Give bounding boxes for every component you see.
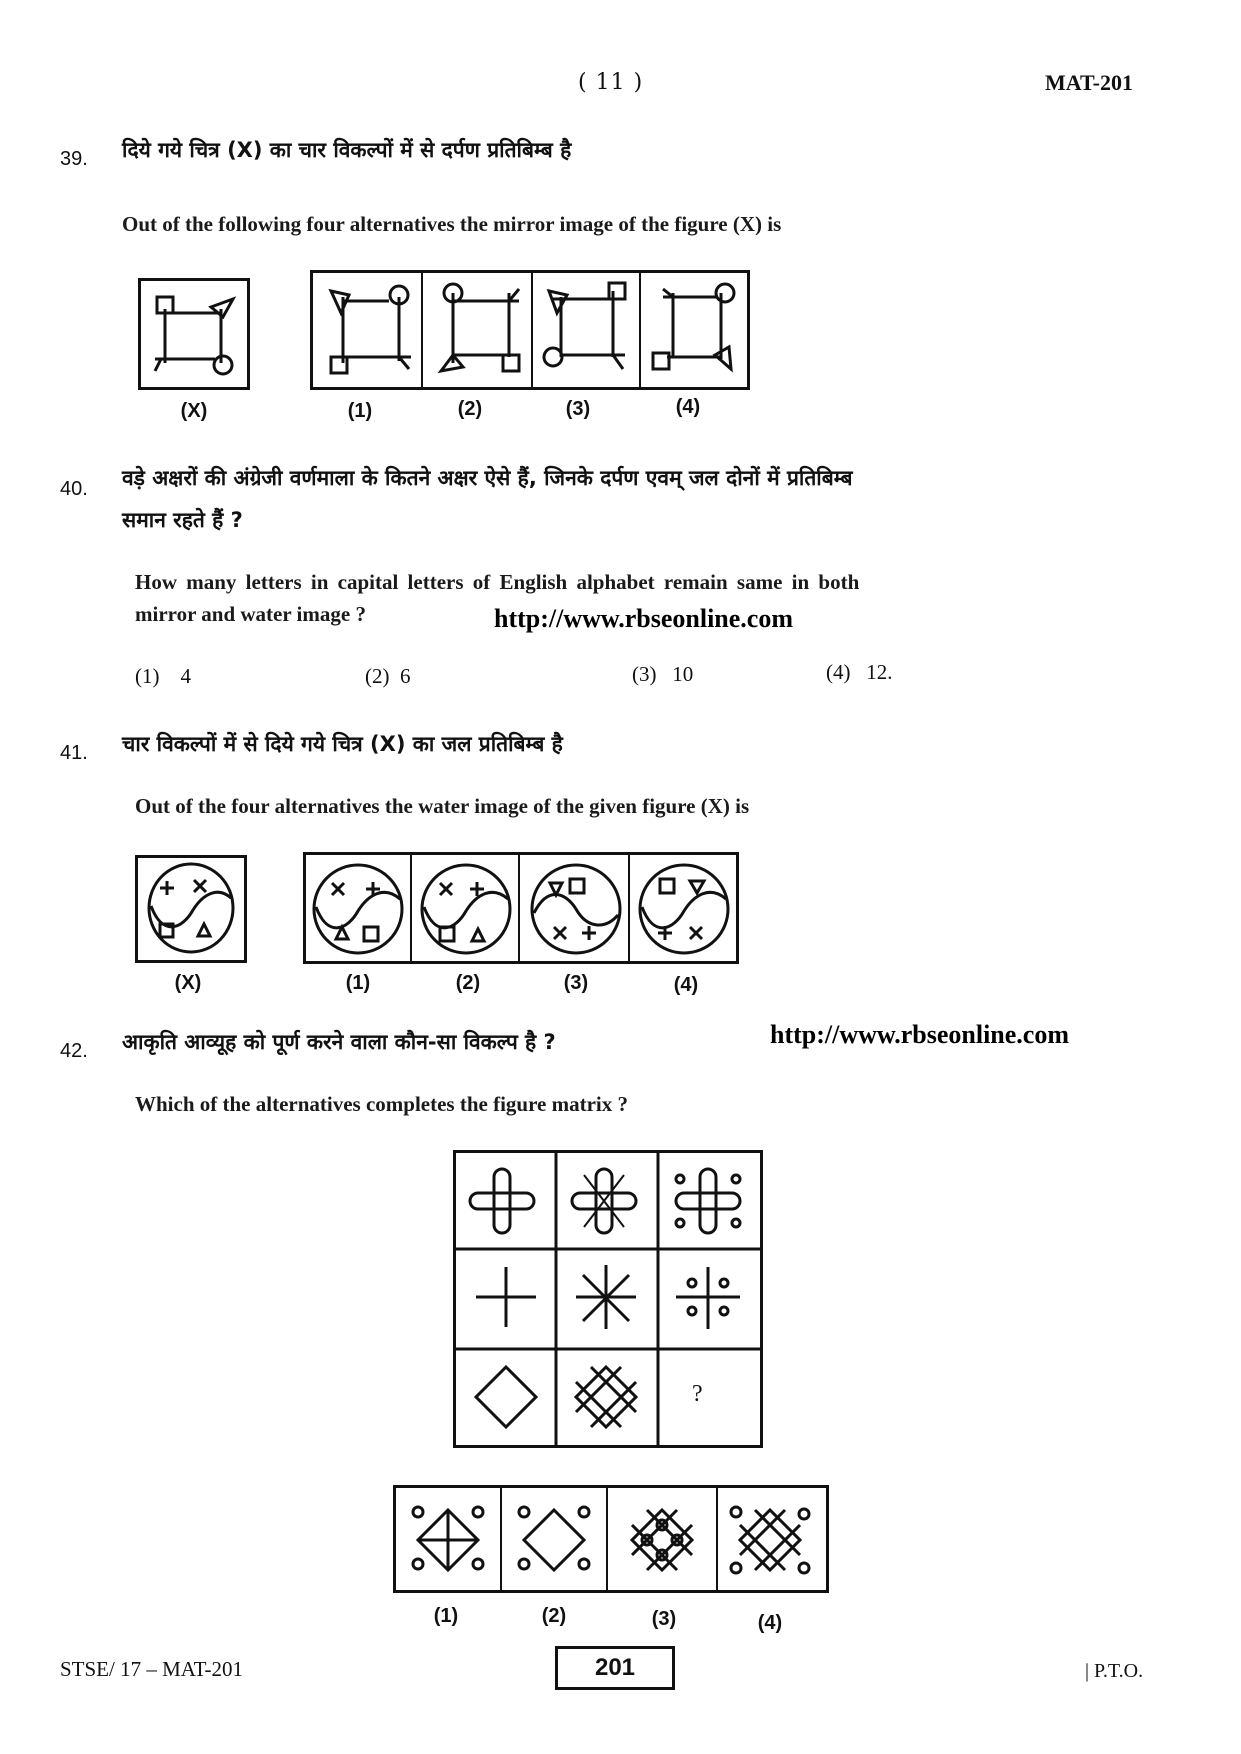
paper-code: MAT-201 (1045, 70, 1133, 95)
q40-option-1: (1) 4 (135, 664, 191, 688)
q40-hindi-line1: वड़े अक्षरों की अंग्रेजी वर्णमाला के कितने अक्षर ऐसे हैं, जिनके दर्पण एवम् जल दोनों में प्रतिबिम्ब (122, 466, 853, 490)
matrix-missing-mark: ? (692, 1381, 703, 1407)
q39-label-1: (1) (347, 400, 373, 422)
q40-english-line2: mirror and water image ? (135, 602, 366, 626)
q39-english: Out of the following four alternatives the mirror image of the figure (X) is (122, 212, 782, 236)
q42-label-4: (4) (757, 1612, 783, 1634)
q42-number: 42. (60, 1040, 88, 1062)
watermark-url-2: http://www.rbseonline.com (770, 1020, 1069, 1049)
q42-hindi: आकृति आव्यूह को पूर्ण करने वाला कौन-सा विकल्प है ? (122, 1030, 556, 1054)
q41-hindi: चार विकल्पों में से दिये गये चित्र (X) का जल प्रतिबिम्ब है (122, 732, 563, 756)
q40-option-2: (2) 6 (365, 664, 411, 688)
q42-label-2: (2) (541, 1605, 567, 1627)
q40-option-3: (3) 10 (632, 662, 694, 686)
watermark-url: http://www.rbseonline.com (494, 604, 793, 633)
footer-pto: | P.T.O. (1085, 1660, 1144, 1682)
q42-figure-matrix (453, 1150, 763, 1448)
q41-english: Out of the four alternatives the water image of the given figure (X) is (135, 794, 750, 818)
q41-label-3: (3) (563, 972, 589, 994)
footer-code: STSE/ 17 – MAT-201 (60, 1657, 244, 1681)
q39-label-4: (4) (675, 396, 701, 418)
q39-hindi: दिये गये चित्र (X) का चार विकल्पों में से दर्पण प्रतिबिम्ब है (122, 138, 572, 162)
q40-option-4: (4) 12. (826, 660, 893, 684)
page-number: ( 11 ) (578, 70, 644, 95)
q42-options-strip (393, 1485, 829, 1593)
q39-label-2: (2) (457, 398, 483, 420)
q39-options-strip (310, 270, 750, 390)
q39-label-3: (3) (565, 398, 591, 420)
q39-number: 39. (60, 148, 88, 170)
footer-page-box: 201 (555, 1646, 675, 1690)
q41-options-strip (303, 852, 739, 964)
q42-label-1: (1) (433, 1605, 459, 1627)
q41-number: 41. (60, 742, 88, 764)
q42-label-3: (3) (651, 1608, 677, 1630)
q40-number: 40. (60, 478, 88, 500)
q40-hindi-line2: समान रहते हैं ? (122, 508, 243, 532)
q41-label-2: (2) (455, 972, 481, 994)
q40-english-line1: How many letters in capital letters of English alphabet remain same in both (135, 570, 860, 594)
q41-label-4: (4) (673, 974, 699, 996)
q42-english: Which of the alternatives completes the figure matrix ? (135, 1092, 629, 1116)
q41-label-1: (1) (345, 972, 371, 994)
